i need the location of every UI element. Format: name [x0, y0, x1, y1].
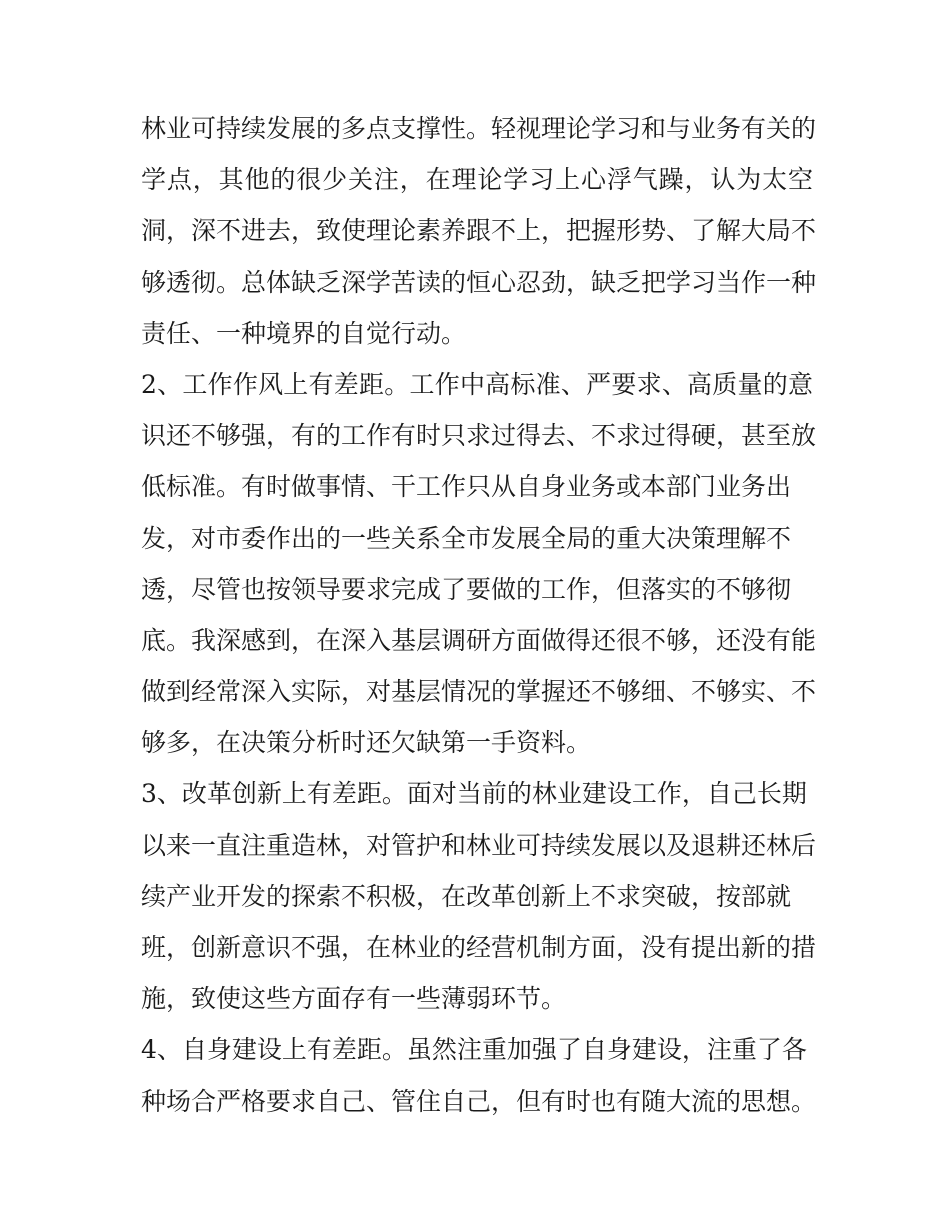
text-line: 够透彻。总体缺乏深学苦读的恒心忍劲，缺乏把学习当作一种 — [141, 267, 817, 297]
text-line: 3、改革创新上有差距。面对当前的林业建设工作，自己长期 — [141, 779, 807, 809]
text-line: 2、工作作风上有差距。工作中高标准、严要求、高质量的意 — [141, 369, 813, 399]
text-line: 透，尽管也按领导要求完成了要做的工作，但落实的不够彻 — [141, 574, 792, 604]
text-line: 做到经常深入实际，对基层情况的掌握还不够细、不够实、不 — [141, 677, 817, 707]
text-line: 低标准。有时做事情、干工作只从自身业务或本部门业务出 — [141, 472, 792, 502]
text-line: 责任、一种境界的自觉行动。 — [141, 318, 467, 348]
text-line: 种场合严格要求自己、管住自己，但有时也有随大流的思想。 — [141, 1086, 817, 1116]
document-body — [141, 103, 817, 1127]
text-line: 发，对市委作出的一些关系全市发展全局的重大决策理解不 — [141, 523, 792, 553]
text-line: 洞，深不进去，致使理论素养跟不上，把握形势、了解大局不 — [141, 216, 817, 246]
text-line: 底。我深感到，在深入基层调研方面做得还很不够，还没有能 — [141, 625, 817, 655]
text-line: 施，致使这些方面存有一些薄弱环节。 — [141, 984, 567, 1014]
text-line: 4、自身建设上有差距。虽然注重加强了自身建设，注重了各 — [141, 1035, 807, 1065]
text-line: 林业可持续发展的多点支撑性。轻视理论学习和与业务有关的 — [141, 114, 817, 143]
text-line: 够多，在决策分析时还欠缺第一手资料。 — [141, 728, 592, 758]
text-line: 班，创新意识不强，在林业的经营机制方面，没有提出新的措 — [141, 933, 817, 962]
text-line: 学点，其他的很少关注，在理论学习上心浮气躁，认为太空 — [141, 165, 813, 195]
text-line: 识还不够强，有的工作有时只求过得去、不求过得硬，甚至放 — [141, 421, 817, 451]
text-line: 续产业开发的探索不积极，在改革创新上不求突破，按部就 — [141, 881, 792, 911]
text-line: 以来一直注重造林，对管护和林业可持续发展以及退耕还林后 — [141, 830, 817, 860]
